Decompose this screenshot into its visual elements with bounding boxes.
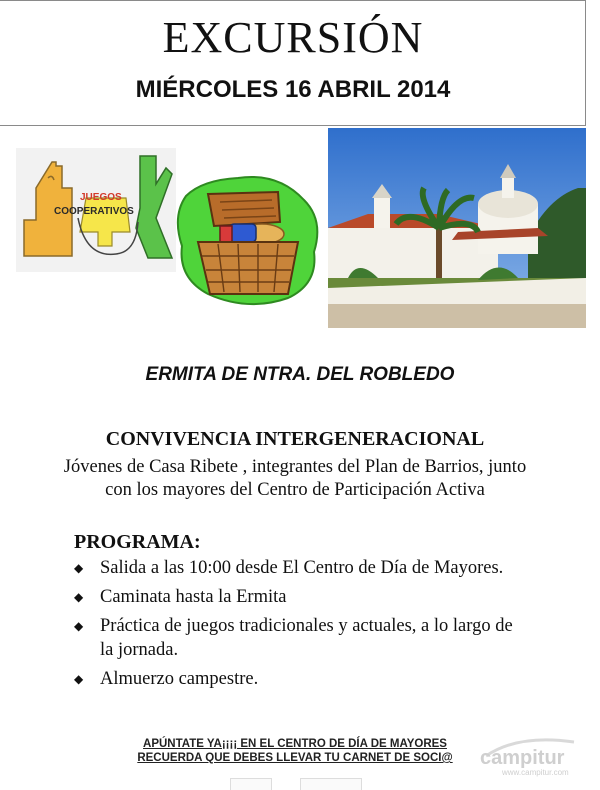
logo-text-line1: JUEGOS <box>80 192 122 203</box>
programa-item <box>72 614 522 662</box>
picnic-basket-icon <box>168 166 326 312</box>
logo-text-line2: COOPERATIVOS <box>54 206 134 217</box>
bullet-icon: ◆ <box>74 672 84 686</box>
programa-item <box>72 585 522 609</box>
programa-item-text: Almuerzo campestre. <box>100 669 259 689</box>
hermitage-photo <box>328 128 586 328</box>
footer-notice <box>120 737 470 765</box>
juegos-cooperativos-logo <box>16 148 176 272</box>
programa-item <box>72 556 522 580</box>
event-date: MIÉRCOLES 16 ABRIL 2014 <box>135 76 451 103</box>
programa-list <box>72 556 522 696</box>
hermitage-photo-icon <box>328 128 586 328</box>
programa-item-text: Salida a las 10:00 desde El Centro de Día de Mayores. <box>100 558 504 578</box>
bottom-fragment-box <box>230 778 272 790</box>
campitur-watermark <box>478 730 596 780</box>
campitur-logo-icon <box>478 730 596 780</box>
bottom-fragment-box <box>300 778 362 790</box>
footer-line-2: RECUERDA QUE DEBES LLEVAR TU CARNET DE SOCI@ <box>137 752 453 764</box>
bullet-icon: ◆ <box>74 619 84 633</box>
footer-line-1: APÚNTATE YA¡¡¡¡ EN EL CENTRO DE DÍA DE MAYORES <box>143 738 447 750</box>
logo-illustration-icon <box>16 148 176 272</box>
event-subtitle: CONVIVENCIA INTERGENERACIONAL <box>105 428 485 450</box>
programa-item <box>72 667 522 691</box>
location-heading: ERMITA DE NTRA. DEL ROBLEDO <box>145 364 455 385</box>
bullet-icon: ◆ <box>74 561 84 575</box>
event-description: Jóvenes de Casa Ribete , integrantes del Plan de Barrios, junto con los mayores del Centro de Participación Activa <box>63 457 527 500</box>
picnic-basket-image <box>168 166 326 312</box>
watermark-url: www.campitur.com <box>502 768 569 777</box>
bullet-icon: ◆ <box>74 590 84 604</box>
watermark-brand: campitur <box>480 747 565 769</box>
page-title: EXCURSIÓN <box>162 13 424 62</box>
programa-item-text: Práctica de juegos tradicionales y actuales, a lo largo de la jornada. <box>100 616 513 660</box>
programa-heading: PROGRAMA: <box>74 531 201 553</box>
programa-item-text: Caminata hasta la Ermita <box>100 587 287 607</box>
